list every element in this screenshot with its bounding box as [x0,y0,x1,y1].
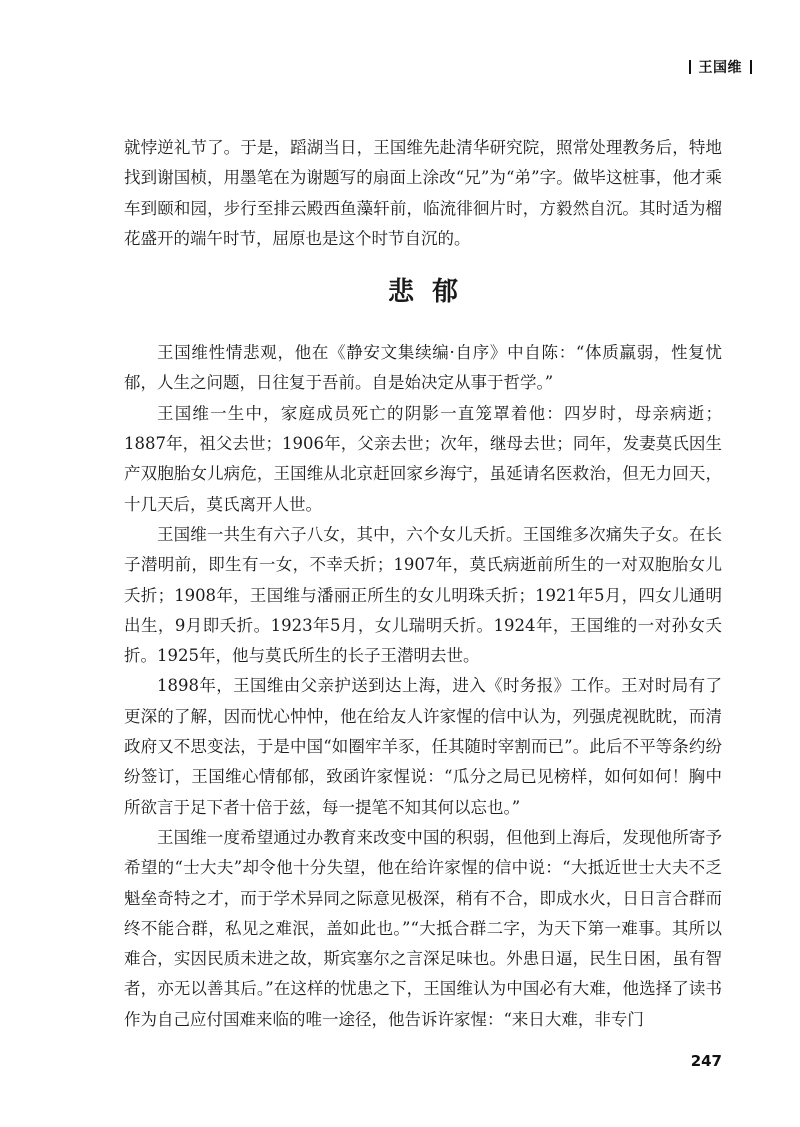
body-paragraph-5: 王国维一度希望通过办教育来改变中国的积弱，但他到上海后，发现他所寄予希望的“士大夫”却令他十分失望，他在给许家惺的信中说：“大抵近世士大夫不乏魁垒奇特之才，而于学术异同之际意见极深，稍有不合，即成水火，日日言合群而终不能合群，私见之难泯，盖如此也。”“大抵合群二字，为天下第一难事。其所以难合，实因民质未进之故，斯宾塞尔之言深足味也。外患日逼，民生日困，虽有智者，亦无以善其后。”在这样的忧患之下，王国维认为中国必有大难，他选择了读书作为自己应付国难来临的唯一途径，他告诉许家惺：“来日大难，非专门 [124,827,722,1029]
running-title: 王国维 [698,60,742,76]
running-header [681,57,761,77]
body-paragraph-2: 王国维一生中，家庭成员死亡的阴影一直笼罩着他：四岁时，母亲病逝；1887年，祖父去世；1906年，父亲去世；次年，继母去世；同年，发妻莫氏因生产双胞胎女儿病危，王国维从北京赶回家乡海宁，虽延请名医救治，但无力回天，十几天后，莫氏离开人世。 [124,403,722,514]
body-paragraph-1: 王国维性情悲观，他在《静安文集续编·自序》中自陈：“体质羸弱，性复忧郁，人生之问题，日往复于吾前。自是始决定从事于哲学。” [124,343,722,393]
header-right-rule [750,60,752,74]
header-left-rule [689,60,691,74]
continued-paragraph: 就悖逆礼节了。于是，蹈湖当日，王国维先赴清华研究院，照常处理教务后，特地找到谢国桢，用墨笔在为谢题写的扇面上涂改“兄”为“弟”字。做毕这桩事，他才乘车到颐和园，步行至排云殿西鱼藻轩前，临流徘徊片时，方毅然自沉。其时适为榴花盛开的端午时节，屈原也是这个时节自沉的。 [124,138,722,248]
page-body [124,133,722,1035]
page-number: 247 [690,1052,722,1070]
body-paragraph-3: 王国维一共生有六子八女，其中，六个女儿夭折。王国维多次痛失子女。在长子潜明前，即生有一女，不幸夭折；1907年，莫氏病逝前所生的一对双胞胎女儿夭折；1908年，王国维与潘丽正所生的女儿明珠夭折；1921年5月，四女儿通明出生，9月即夭折。1923年5月，女儿瑞明夭折。1924年，王国维的一对孙女夭折。1925年，他与莫氏所生的长子王潜明去世。 [124,524,722,666]
body-paragraph-4: 1898年，王国维由父亲护送到达上海，进入《时务报》工作。王对时局有了更深的了解，因而忧心忡忡，他在给友人许家惺的信中认为，列强虎视眈眈，而清政府又不思变法，于是中国“如圈牢羊豕，任其随时宰割而已”。此后不平等条约纷纷签订，王国维心情郁郁，致函许家惺说：“瓜分之局已见榜样，如何如何！胸中所欲言于足下者十倍于兹，每一提笔不知其何以忘也。” [124,676,722,817]
section-title: 悲郁 [387,277,476,308]
